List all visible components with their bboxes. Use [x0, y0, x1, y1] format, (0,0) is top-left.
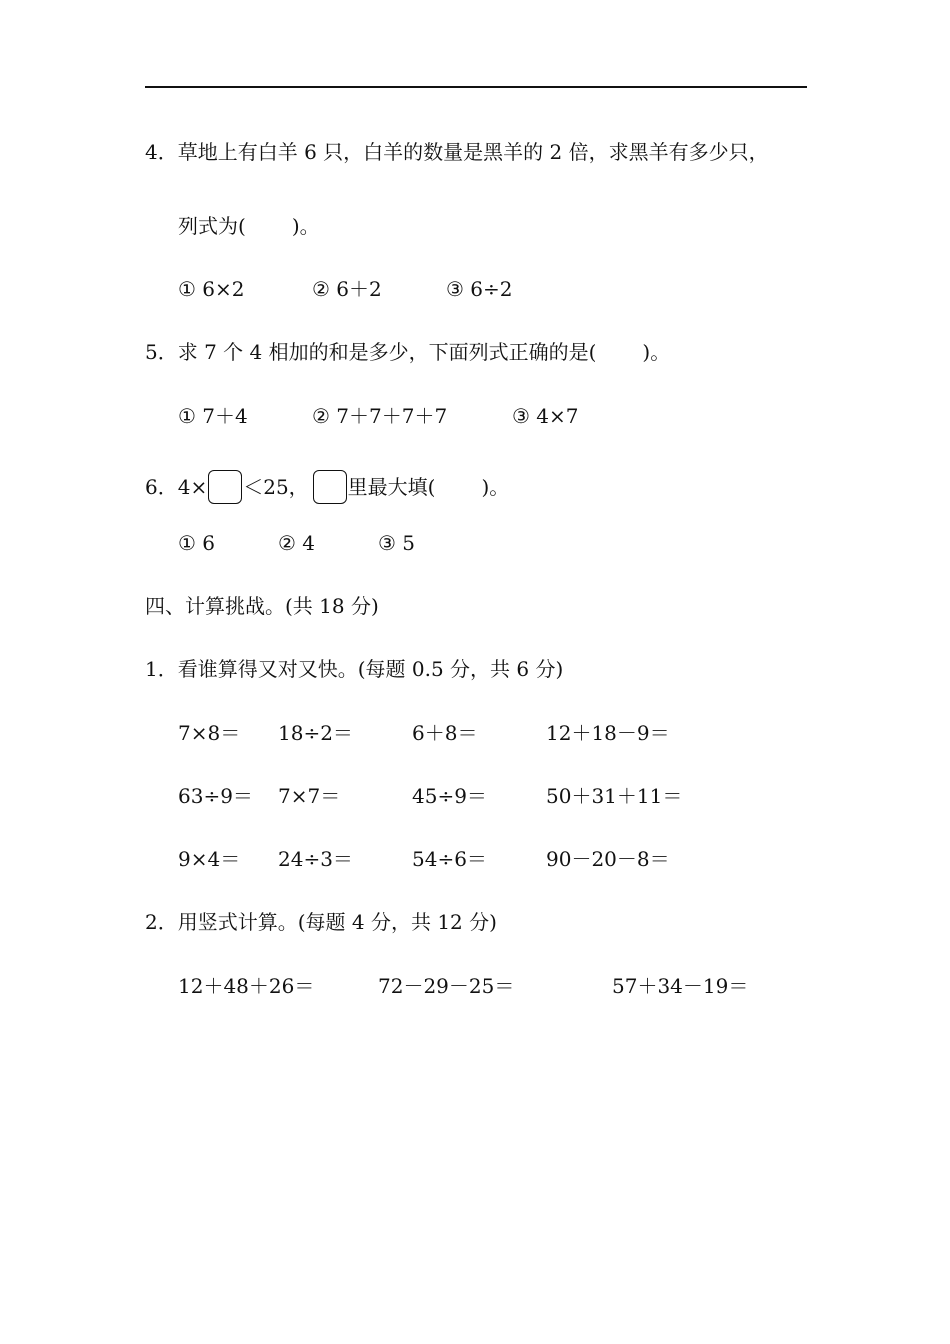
- calc-item: 54÷6＝: [412, 847, 487, 871]
- question-text: )。: [642, 340, 671, 364]
- problem-1-title: 1．看谁算得又对又快。(每题 0.5 分，共 6 分): [145, 657, 564, 681]
- vertical-calc-item: 12＋48＋26＝: [178, 974, 315, 998]
- vertical-calc-item: 57＋34－19＝: [612, 974, 749, 998]
- calc-item: 63÷9＝: [178, 784, 253, 808]
- question-text: 列式为(: [178, 214, 246, 238]
- question-text: 草地上有白羊 6 只，白羊的数量是黑羊的 2 倍，求黑羊有多少只，: [177, 140, 769, 164]
- question-number: 4．: [145, 140, 178, 164]
- option-2: ② 6＋2: [312, 277, 382, 301]
- option-2: ② 4: [278, 531, 316, 555]
- question-text: )。: [481, 475, 510, 499]
- question-text: 4×: [177, 475, 208, 499]
- option-3: ③ 5: [378, 531, 416, 555]
- option-3: ③ 4×7: [512, 404, 579, 428]
- option-2: ② 7＋7＋7＋7: [312, 404, 448, 428]
- option-3: ③ 6÷2: [446, 277, 513, 301]
- question-4: [145, 140, 769, 164]
- calc-item: 50＋31＋11＝: [546, 784, 683, 808]
- option-1: ① 6×2: [178, 277, 245, 301]
- answer-box[interactable]: [208, 470, 242, 504]
- calc-item: 90－20－8＝: [546, 847, 670, 871]
- question-text: 里最大填(: [347, 475, 436, 499]
- question-6: [145, 470, 509, 504]
- answer-box-reference: [313, 470, 347, 504]
- question-4-formula-line: [178, 214, 320, 238]
- calc-item: 6＋8＝: [412, 721, 478, 745]
- question-5: [145, 340, 670, 364]
- question-number: 5．: [145, 340, 178, 364]
- calc-item: 12＋18－9＝: [546, 721, 670, 745]
- calc-item: 18÷2＝: [278, 721, 353, 745]
- vertical-calc-item: 72－29－25＝: [378, 974, 515, 998]
- problem-2-title: 2．用竖式计算。(每题 4 分，共 12 分): [145, 910, 497, 934]
- calc-item: 9×4＝: [178, 847, 241, 871]
- calc-item: 7×8＝: [178, 721, 241, 745]
- question-text: 求 7 个 4 相加的和是多少，下面列式正确的是(: [177, 340, 597, 364]
- calc-item: 45÷9＝: [412, 784, 487, 808]
- option-1: ① 7＋4: [178, 404, 248, 428]
- option-1: ① 6: [178, 531, 216, 555]
- question-text: )。: [291, 214, 320, 238]
- section-heading: 四、计算挑战。(共 18 分): [145, 594, 379, 618]
- calc-item: 7×7＝: [278, 784, 341, 808]
- calc-item: 24÷3＝: [278, 847, 353, 871]
- question-number: 6．: [145, 475, 178, 499]
- header-rule: [145, 86, 807, 88]
- question-text: ＜25，: [243, 475, 309, 499]
